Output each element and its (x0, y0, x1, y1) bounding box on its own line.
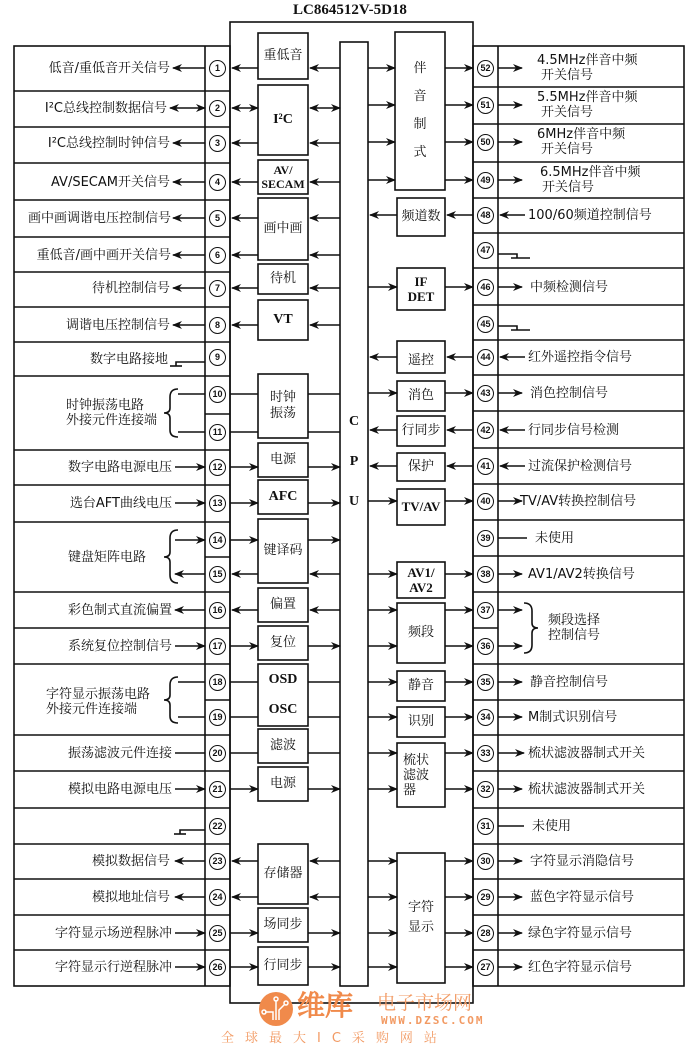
pin-32-label: 梳状滤波器制式开关 (528, 782, 646, 797)
pin-25-label: 字符显示场逆程脉冲 (54, 926, 172, 941)
pin-50-label: 6MHz伴音中频 开关信号 (537, 127, 626, 157)
pin-9: 9 (205, 349, 230, 366)
block-band: 频段 (407, 625, 434, 640)
block-color-kill: 消色 (407, 388, 434, 403)
pin-42-label: 行同步信号检测 (528, 423, 620, 438)
pin-46-label: 中频检测信号 (530, 280, 609, 295)
pin-48: 48 (473, 207, 498, 224)
watermark-brand: 维库 (297, 989, 354, 1022)
pin-32: 32 (473, 781, 498, 798)
block-afc: AFC (268, 489, 298, 504)
pin-48-label: 100/60频道控制信号 (528, 208, 652, 223)
pin-52: 52 (473, 60, 498, 77)
block-vt: VT (273, 312, 293, 327)
cpu-label-u: U (348, 494, 360, 509)
pin-33: 33 (473, 745, 498, 762)
pin-45: 45 (473, 316, 498, 333)
pin-41: 41 (473, 458, 498, 475)
pin-1-label: 低音/重低音开关信号 (48, 61, 170, 76)
pin-2-label: I²C总线控制数据信号 (44, 101, 167, 116)
pin-7-label: 待机控制信号 (91, 281, 170, 296)
pin-38-label: AV1/AV2转换信号 (528, 567, 635, 582)
block-bass: 重低音 (263, 48, 303, 63)
pin-4: 4 (205, 174, 230, 191)
pin-37: 37 (473, 602, 498, 619)
pin-1: 1 (205, 60, 230, 77)
block-key-decoder: 键译码 (263, 543, 303, 558)
pin-46: 46 (473, 279, 498, 296)
pin-27-label: 红色字符显示信号 (528, 960, 633, 975)
pin-7: 7 (205, 280, 230, 297)
pin-26-label: 字符显示行逆程脉冲 (54, 960, 172, 975)
pin-36: 36 (473, 638, 498, 655)
pin-21-label: 模拟电路电源电压 (67, 782, 172, 797)
pin-6: 6 (205, 247, 230, 264)
block-sound-system: 伴 音 制 式 (413, 61, 427, 160)
watermark-url: WWW.DZSC.COM (381, 1014, 485, 1027)
block-digital-power: 电源 (269, 452, 296, 467)
block-clock-osc: 时钟 振荡 (269, 390, 296, 421)
clock-osc-group-label: 时钟振荡电路 外接元件连接端 (66, 398, 158, 428)
pin-17: 17 (205, 638, 230, 655)
pin-35-label: 静音控制信号 (530, 675, 609, 690)
pin-30: 30 (473, 853, 498, 870)
block-mute: 静音 (407, 678, 434, 693)
block-av-secam: AV/ SECAM (261, 163, 305, 191)
pin-23: 23 (205, 853, 230, 870)
pin-2: 2 (205, 100, 230, 117)
pin-11: 11 (205, 424, 230, 441)
block-osd-osc: OSD OSC (268, 672, 298, 717)
pin-29: 29 (473, 889, 498, 906)
block-i2c: I²C (273, 112, 293, 127)
pin-31-label: 未使用 (532, 819, 572, 834)
pin-40: 40 (473, 493, 498, 510)
pin-18: 18 (205, 674, 230, 691)
block-hsync: 行同步 (263, 958, 303, 973)
pin-51: 51 (473, 97, 498, 114)
circuit-logo-icon (259, 992, 293, 1026)
block-channel-count: 频道数 (401, 209, 441, 224)
pin-30-label: 字符显示消隐信号 (530, 854, 635, 869)
pin-33-label: 梳状滤波器制式开关 (528, 746, 646, 761)
pin-43-label: 消色控制信号 (530, 386, 609, 401)
block-comb-filter: 梳状 滤波 器 (403, 752, 430, 798)
pin-35: 35 (473, 674, 498, 691)
block-identify: 识别 (407, 714, 434, 729)
pin-29-label: 蓝色字符显示信号 (530, 890, 635, 905)
pin-13: 13 (205, 495, 230, 512)
pin-4-label: AV/SECAM开关信号 (51, 175, 170, 190)
pin-49: 49 (473, 172, 498, 189)
keyboard-matrix-group-label: 键盘矩阵电路 (68, 550, 147, 565)
block-analog-power: 电源 (269, 776, 296, 791)
pin-34-label: M制式识别信号 (528, 710, 618, 725)
block-filter: 滤波 (269, 738, 296, 753)
pin-17-label: 系统复位控制信号 (67, 639, 172, 654)
pin-15: 15 (205, 566, 230, 583)
block-memory: 存储器 (263, 866, 303, 881)
pin-39-label: 未使用 (535, 531, 575, 546)
watermark-subtitle: 电子市场网 (377, 992, 473, 1014)
pin-51-label: 5.5MHz伴音中频 开关信号 (537, 90, 638, 120)
pin-14: 14 (205, 532, 230, 549)
pin-3-label: I²C总线控制时钟信号 (47, 136, 170, 151)
pin-52-label: 4.5MHz伴音中频 开关信号 (537, 53, 638, 83)
watermark-slogan: 全球最大IC采购网站 (221, 1031, 448, 1046)
pin-12-label: 数字电路电源电压 (67, 460, 172, 475)
pin-26: 26 (205, 959, 230, 976)
pin-49-label: 6.5MHz伴音中频 开关信号 (540, 165, 641, 195)
pin-31: 31 (473, 818, 498, 835)
pin-3: 3 (205, 135, 230, 152)
pin-20: 20 (205, 745, 230, 762)
pin-50: 50 (473, 134, 498, 151)
pin-41-label: 过流保护检测信号 (528, 459, 633, 474)
cpu-label-p: P (349, 454, 359, 469)
pin-8-label: 调谐电压控制信号 (65, 318, 170, 333)
pin-20-label: 振荡滤波元件连接 (67, 746, 172, 761)
pin-10: 10 (205, 386, 230, 403)
pin-38: 38 (473, 566, 498, 583)
block-reset: 复位 (269, 635, 296, 650)
block-if-det: IF DET (407, 274, 435, 304)
osd-osc-group-label: 字符显示振荡电路 外接元件连接端 (46, 687, 151, 717)
pin-13-label: 选台AFT曲线电压 (69, 496, 172, 511)
block-remote: 遥控 (407, 353, 434, 368)
pin-25: 25 (205, 925, 230, 942)
pin-8: 8 (205, 317, 230, 334)
pin-23-label: 模拟数据信号 (91, 854, 170, 869)
watermark (221, 988, 495, 1046)
pin-44: 44 (473, 349, 498, 366)
block-vsync: 场同步 (263, 917, 303, 932)
pin-16-label: 彩色制式直流偏置 (67, 603, 172, 618)
band-select-group-label: 频段选择 控制信号 (548, 613, 601, 643)
pin-44-label: 红外遥控指令信号 (528, 350, 633, 365)
pin-28: 28 (473, 925, 498, 942)
pin-24-label: 模拟地址信号 (91, 890, 170, 905)
pin-5-label: 画中画调谐电压控制信号 (27, 211, 171, 226)
pin-47: 47 (473, 242, 498, 259)
block-bias: 偏置 (269, 597, 296, 612)
pin-22: 22 (205, 818, 230, 835)
pin-6-label: 重低音/画中画开关信号 (36, 248, 171, 263)
chip-title: LC864512V-5D18 (293, 2, 407, 18)
pin-28-label: 绿色字符显示信号 (528, 926, 633, 941)
pin-21: 21 (205, 781, 230, 798)
block-standby: 待机 (269, 271, 296, 286)
block-pip: 画中画 (263, 221, 303, 236)
pin-5: 5 (205, 210, 230, 227)
block-hsync-detect: 行同步 (401, 423, 441, 438)
block-av1-av2: AV1/ AV2 (407, 565, 435, 595)
pin-24: 24 (205, 889, 230, 906)
block-char-display: 字符 显示 (407, 900, 434, 935)
pin-40-label: TV/AV转换控制信号 (520, 494, 637, 509)
block-tv-av: TV/AV (401, 499, 441, 514)
block-protection: 保护 (407, 459, 434, 474)
pin-42: 42 (473, 422, 498, 439)
pin-43: 43 (473, 385, 498, 402)
pin-27: 27 (473, 959, 498, 976)
pin-12: 12 (205, 459, 230, 476)
pin-39: 39 (473, 530, 498, 547)
pin-19: 19 (205, 709, 230, 726)
pin-34: 34 (473, 709, 498, 726)
pin-9-label: 数字电路接地 (89, 352, 168, 367)
pin-16: 16 (205, 602, 230, 619)
cpu-label-c: C (348, 414, 360, 429)
